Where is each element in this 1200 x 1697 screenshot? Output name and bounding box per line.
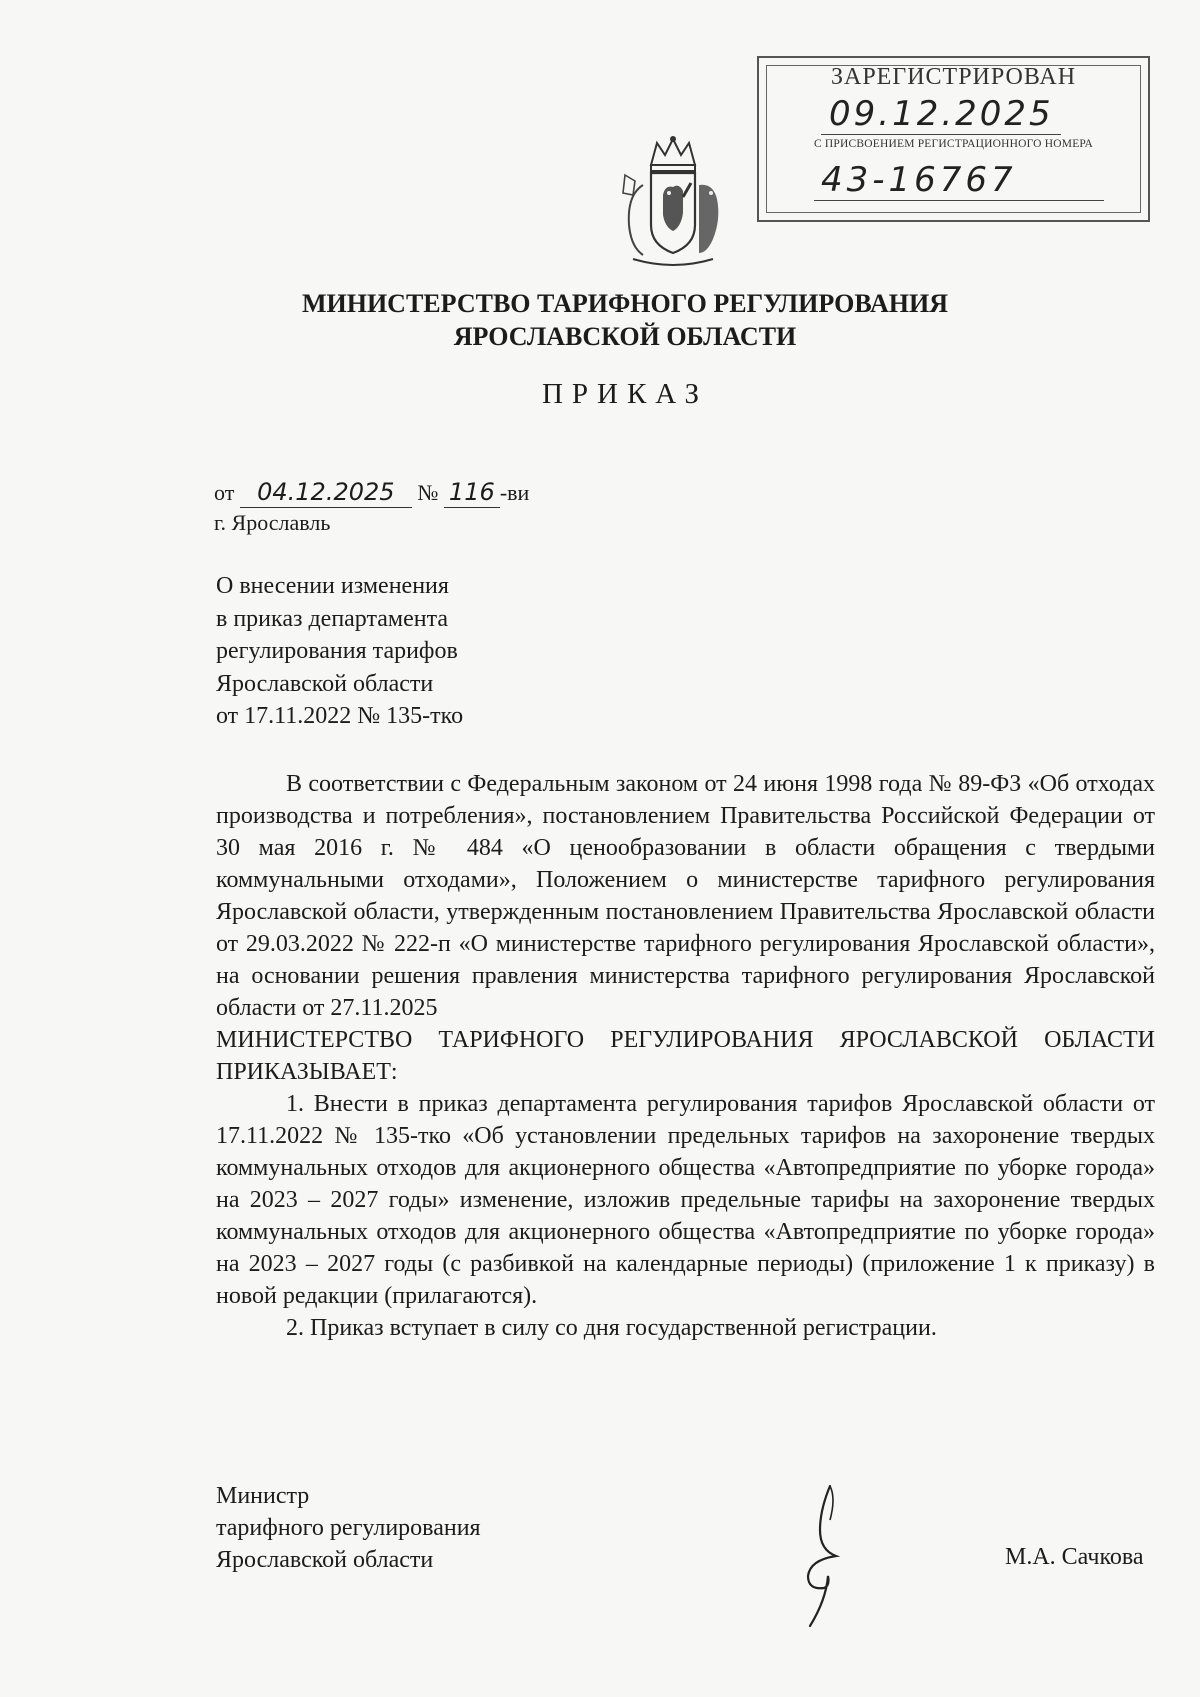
order-body	[216, 768, 1155, 1344]
subject-line: регулирования тарифов	[216, 638, 458, 664]
subject-line: О внесении изменения	[216, 573, 449, 599]
registration-stamp	[757, 56, 1150, 222]
ministry-name-line1: МИНИСТЕРСТВО ТАРИФНОГО РЕГУЛИРОВАНИЯ	[301, 289, 949, 318]
from-prefix: от	[214, 480, 235, 505]
subject-line: от 17.11.2022 № 135-тко	[216, 703, 464, 729]
coat-of-arms-icon	[613, 135, 733, 275]
preamble-paragraph: В соответствии с Федеральным законом от 24 июня 1998 года № 89-ФЗ «Об отходах производства и потребления», постановлением Правительства Российской Федерации от 30 мая 2016 г. № 484 «О ценообразовании в области обращения с твердыми коммунальными отходами», Положением о министерстве тарифного регулирования Ярославской области, утвержденным постановлением Правительства Ярославской области от 29.03.2022 № 222-п «О министерстве тарифного регулирования Ярославской области», на основании решения правления министерства тарифного регулирования Ярославской области от 27.11.2025	[216, 771, 1155, 1021]
order-subject	[216, 570, 463, 733]
subject-line: Ярославской области	[216, 670, 434, 697]
handwritten-signature	[790, 1480, 880, 1630]
signatory-position	[216, 1480, 481, 1576]
ministry-name-line2: ЯРОСЛАВСКОЙ ОБЛАСТИ	[453, 322, 797, 351]
city: г. Ярославль	[214, 510, 331, 535]
stamp-title: ЗАРЕГИСТРИРОВАН	[830, 64, 1077, 90]
subject-line: в приказ департамента	[216, 605, 449, 632]
order-date: 04.12.2025	[240, 477, 412, 508]
order-date-line	[214, 477, 529, 508]
item-1: 1. Внести в приказ департамента регулирования тарифов Ярославской области от 17.11.2022 № 135-тко «Об установлении предельных тарифов на захоронение твердых коммунальных отходов для акционерного общества «Автопредприятие по уборке города» на 2023 – 2027 годы» изменение, изложив предельные тарифы на захоронение твердых коммунальных отходов для акционерного общества «Автопредприятие по уборке города» на 2023 – 2027 годы (с разбивкой на календарные периоды) (приложение 1 к приказу) в новой редакции (прилагаются).	[216, 1091, 1155, 1309]
item-2: 2. Приказ вступает в силу со дня государственной регистрации.	[286, 1315, 937, 1341]
ordering-clause: МИНИСТЕРСТВО ТАРИФНОГО РЕГУЛИРОВАНИЯ ЯРОСЛАВСКОЙ ОБЛАСТИ ПРИКАЗЫВАЕТ:	[216, 1027, 1155, 1085]
position-line: тарифного регулирования	[216, 1515, 481, 1541]
stamp-caption: С ПРИСВОЕНИЕМ РЕГИСТРАЦИОННОГО НОМЕРА	[813, 138, 1094, 150]
stamp-number: 43-16767	[821, 160, 1017, 200]
order-number: 116	[444, 477, 500, 508]
order-suffix: -ви	[499, 480, 530, 505]
document-type: ПРИКАЗ	[541, 378, 709, 410]
number-sign: №	[417, 480, 439, 505]
ministry-heading	[0, 287, 1200, 353]
signatory-name: М.А. Сачкова	[1005, 1544, 1144, 1570]
position-line: Ярославской области	[216, 1547, 434, 1573]
position-line: Министр	[216, 1483, 310, 1509]
stamp-date: 09.12.2025	[829, 94, 1054, 134]
